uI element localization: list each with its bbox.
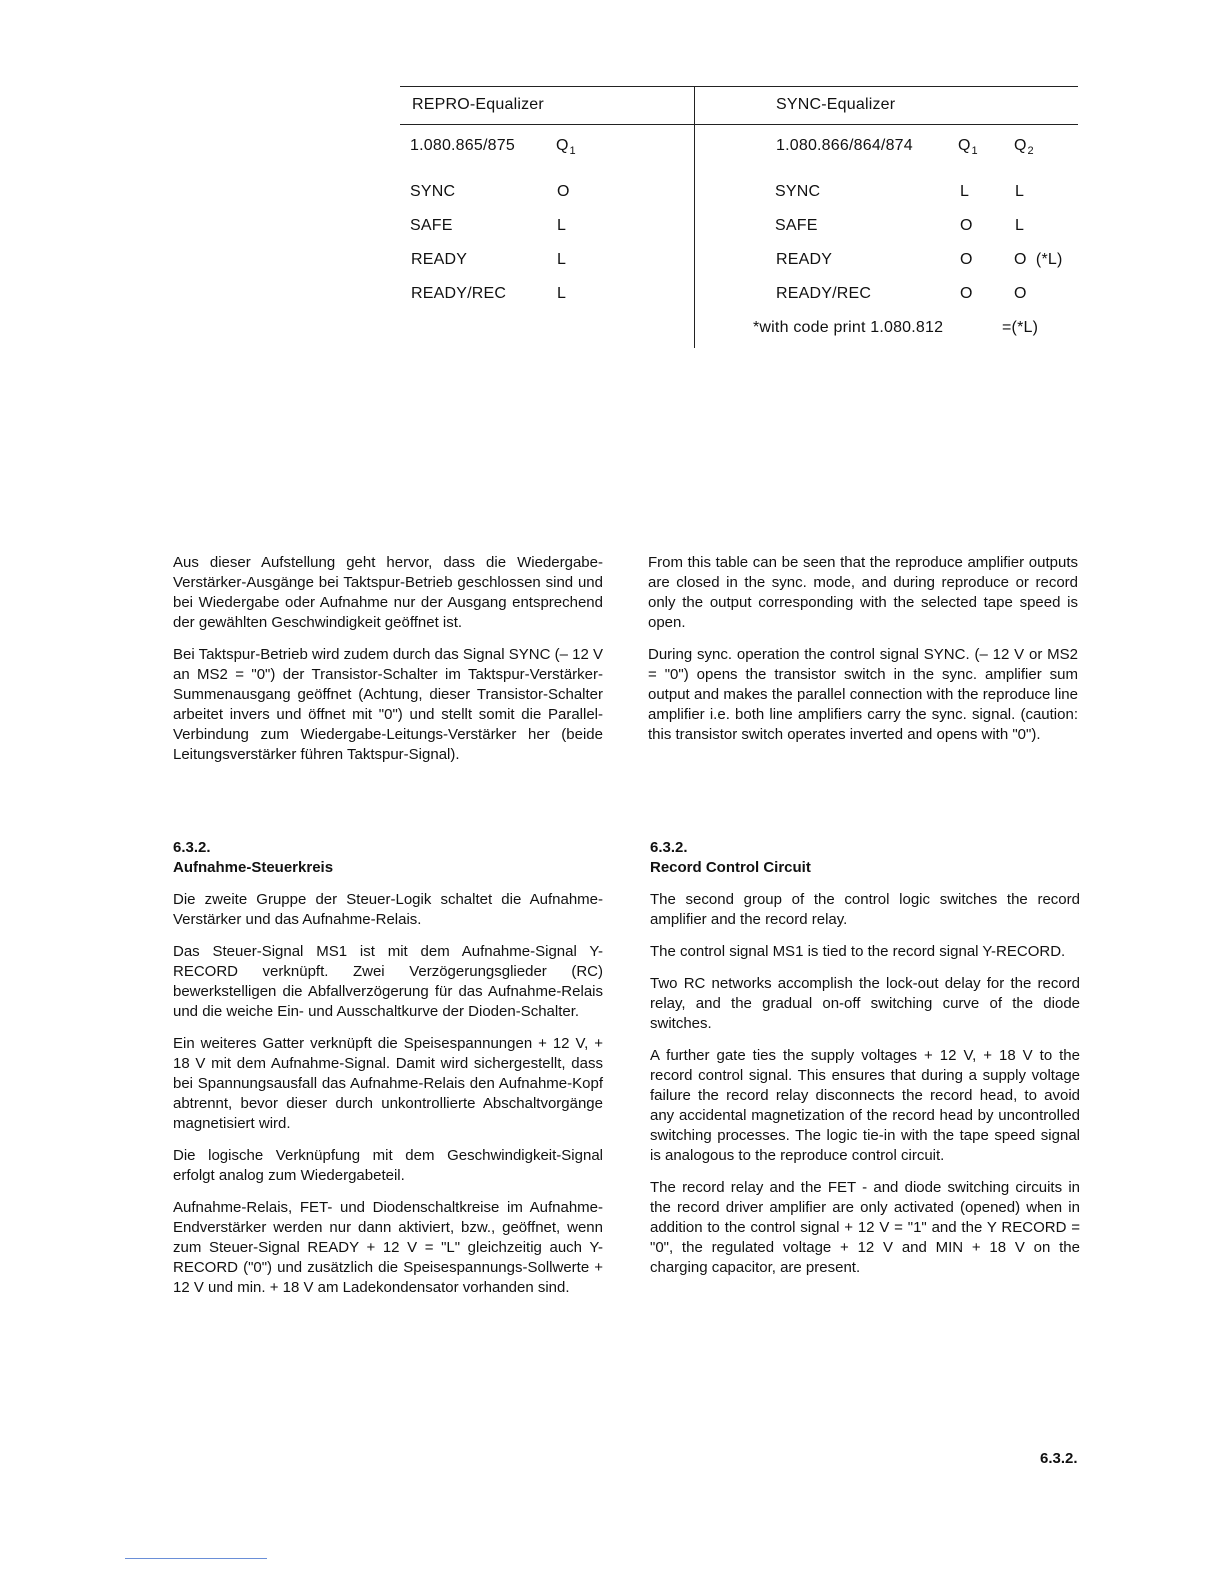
german-paragraph: Ein weiteres Gatter verknüpft die Speisespannungen + 12 V, + 18 V mit dem Aufnahme-Signal. Damit wird sichergestellt, dass bei Spannungsausfall das Aufnahme-Relais den Aufnahme-Kopf abtrennt, bevor dieser durch unkontrollierte Abschaltvorgänge magnetisiert wird. xyxy=(173,1035,603,1132)
sync-row-q1: O xyxy=(960,285,973,302)
sync-row-q2: O xyxy=(1014,285,1027,302)
english-paragraph: The second group of the control logic switches the record amplifier and the record relay. xyxy=(650,891,1080,928)
repro-row-q1: L xyxy=(557,251,567,268)
repro-q1-label: $Q_1$ xyxy=(556,137,576,157)
english-paragraph: The record relay and the FET - and diode switching circuits in the record driver amplifier are only activated (opened) when in addition to the control signal + 12 V = "1" and the Y RECORD = "0", the regulated voltage + 12 V and MIN + 18 V on the charging capacitor, are present. xyxy=(650,1179,1080,1276)
english-paragraph: The control signal MS1 is tied to the record signal Y-RECORD. xyxy=(650,943,1066,960)
sync-row-label: READY xyxy=(776,251,833,268)
repro-row-q1: L xyxy=(557,217,567,234)
sync-row-q1: O xyxy=(960,217,973,234)
repro-row-label: SYNC xyxy=(410,183,456,200)
german-paragraph: Die zweite Gruppe der Steuer-Logik schaltet die Aufnahme-Verstärker und das Aufnahme-Relais. xyxy=(173,891,603,928)
sync-row-q2: L xyxy=(1015,183,1025,200)
table-header-rule xyxy=(400,124,1078,125)
repro-row-label: READY/REC xyxy=(411,285,507,302)
footnote: *with code print 1.080.812 xyxy=(753,319,944,336)
german-paragraph: Aus dieser Aufstellung geht hervor, dass die Wiedergabe-Verstärker-Ausgänge bei Taktspur-Betrieb geschlossen sind und bei Wiedergabe oder Aufnahme nur der Ausgang entsprechend der gewählten Geschwindigkeit geöffnet ist. xyxy=(173,554,603,631)
footnote-value: =(*L) xyxy=(1002,319,1039,336)
german-paragraph: Aufnahme-Relais, FET- und Diodenschaltkreise im Aufnahme-Endverstärker werden nur dann aktiviert, bzw., geöffnet, wenn zum Steuer-Signal READY + 12 V = "L" gleichzeitig auch Y-RECORD ("0") und zusätzlich die Speisespannungs-Sollwerte + 12 V und min. + 18 V am Ladekondensator vorhanden sind. xyxy=(173,1199,603,1296)
sync-row-q2: L xyxy=(1015,217,1025,234)
repro-row-label: READY xyxy=(411,251,468,268)
sync-equalizer-header: SYNC-Equalizer xyxy=(776,96,896,113)
english-paragraph: Two RC networks accomplish the lock-out delay for the record relay, and the gradual on-off switching curve of the diode switches. xyxy=(650,975,1080,1032)
german-section-title: Aufnahme-Steuerkreis xyxy=(173,859,334,876)
sync-row-label: SYNC xyxy=(775,183,821,200)
german-paragraph: Bei Taktspur-Betrieb wird zudem durch das Signal SYNC (– 12 V an MS2 = "0") der Transistor-Schalter im Taktspur-Verstärker-Summenausgang geöffnet (Achtung, dieser Transistor-Schalter arbeitet invers und öffnet mit "0") und stellt somit die Parallel-Verbindung zum Wiedergabe-Leitungs-Verstärker her (beide Leitungsverstärker führen Taktspur-Signal). xyxy=(173,646,603,763)
repro-row-label: SAFE xyxy=(410,217,453,234)
english-section-title: Record Control Circuit xyxy=(650,859,811,876)
english-paragraph: A further gate ties the supply voltages + 12 V, + 18 V to the record control signal. This ensures that during a supply voltage failure the record relay disconnects the record head, to avoid any accidental magnetization of the record head by uncontrolled switching processes. The logic tie-in with the tape speed signal is analogous to the reproduce control circuit. xyxy=(650,1047,1080,1164)
sync-row-label: READY/REC xyxy=(776,285,872,302)
german-section-column xyxy=(173,838,603,1310)
repro-equalizer-header: REPRO-Equalizer xyxy=(412,96,544,113)
english-paragraph: From this table can be seen that the reproduce amplifier outputs are closed in the sync. mode, and during reproduce or record only the output corresponding with the selected tape speed is open. xyxy=(648,554,1078,631)
english-section-column xyxy=(650,838,1080,1290)
german-paragraph: Das Steuer-Signal MS1 ist mit dem Aufnahme-Signal Y-RECORD verknüpft. Zwei Verzögerungsglieder (RC) bewerkstelligen die Abfallverzögerung für das Aufnahme-Relais und die weiche Ein- und Ausschaltkurve der Dioden-Schalter. xyxy=(173,943,603,1020)
sync-q1-label: $Q_1$ xyxy=(958,137,978,157)
table-center-divider xyxy=(694,86,695,348)
sync-q2-label: $Q_2$ xyxy=(1014,137,1034,157)
english-paragraph: During sync. operation the control signal SYNC. (– 12 V or MS2 = "0") opens the transistor switch in the sync. amplifier sum output and makes the parallel connection with the reproduce line amplifier i.e. both line amplifiers carry the sync. signal. (caution: this transistor switch operates inverted and opens with "0"). xyxy=(648,646,1078,743)
bottom-rule xyxy=(125,1558,267,1559)
repro-row-q1: O xyxy=(557,183,570,200)
sync-row-q1: O xyxy=(960,251,973,268)
english-section-number: 6.3.2. xyxy=(650,839,688,856)
table-top-rule xyxy=(400,86,1078,87)
german-section-number: 6.3.2. xyxy=(173,839,211,856)
sync-row-q2: O (*L) xyxy=(1014,251,1063,268)
sync-row-q1: L xyxy=(960,183,970,200)
german-intro-column xyxy=(173,553,603,777)
german-paragraph: Die logische Verknüpfung mit dem Geschwindigkeit-Signal erfolgt analog zum Wiedergabeteil. xyxy=(173,1147,603,1184)
repro-code: 1.080.865/875 xyxy=(410,137,515,154)
english-intro-column xyxy=(648,553,1078,757)
sync-row-label: SAFE xyxy=(775,217,818,234)
repro-row-q1: L xyxy=(557,285,567,302)
page-number: 6.3.2. xyxy=(1040,1450,1078,1467)
sync-code: 1.080.866/864/874 xyxy=(776,137,913,154)
